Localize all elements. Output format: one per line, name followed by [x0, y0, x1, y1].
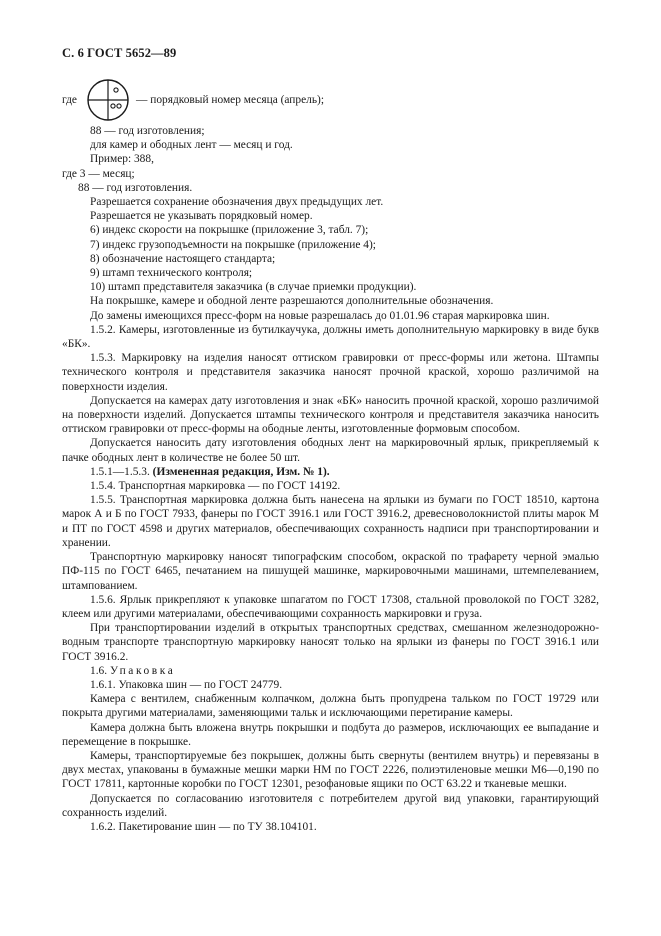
paragraph	[62, 593, 599, 621]
paragraph-text: 1.5.4. Транспортная маркировка — по ГОСТ 14192.	[90, 480, 341, 493]
paragraph	[62, 309, 599, 323]
paragraph-text: Допускается по согласованию изготовителя с потребителем другой вид упаковки, гарантирующий сохранность изделий.	[62, 792, 599, 819]
paragraph	[62, 394, 599, 437]
paragraph-text: 1.6.	[90, 664, 110, 677]
paragraph-text: 7) индекс грузоподъемности на покрышке (приложение 4);	[90, 238, 376, 251]
paragraph-text: Камера с вентилем, снабженным колпачком, должна быть пропудрена тальком по ГОСТ 19729 или покрыта другими материалами, заменяющими тальк и исключающими перетирание камеры.	[62, 693, 599, 720]
paragraph-text: 88 — год изготовления;	[90, 125, 205, 137]
month-symbol-row	[62, 78, 622, 122]
paragraph-text: При транспортировании изделий в открытых транспортных средствах, смешанном железнодорожно-водным транспорте транспортную маркировку наносят только на ярлыки из фанеры по ГОСТ 3916.1 или ГОСТ 3916.2.	[62, 622, 599, 663]
paragraph	[62, 550, 599, 593]
paragraph	[62, 479, 599, 493]
paragraph-text: 1.6.1. Упаковка шин — по ГОСТ 24779.	[90, 678, 283, 691]
paragraph-text: На покрышке, камере и ободной ленте разрешаются дополнительные обозначения.	[90, 295, 494, 308]
paragraph-text: где 3 — месяц;	[62, 167, 135, 180]
paragraph	[62, 493, 599, 550]
paragraph	[62, 664, 599, 678]
paragraph-text: 10) штамп представителя заказчика (в случае приемки продукции).	[90, 281, 417, 294]
paragraph-text: 1.5.1—1.5.3.	[90, 465, 150, 478]
paragraph-text: Камера должна быть вложена внутрь покрышки и подбута до размеров, исключающих ее выпадание и перемещение в покрышке.	[62, 721, 599, 748]
paragraph	[62, 167, 599, 181]
paragraph-text: 9) штамп технического контроля;	[90, 267, 253, 280]
paragraph-text: 1.6.2. Пакетирование шин — по ТУ 38.104101.	[90, 820, 317, 833]
paragraph	[62, 820, 599, 834]
paragraph	[62, 678, 599, 692]
paragraph	[62, 323, 599, 351]
paragraph-text: Камеры, транспортируемые без покрышек, должны быть свернуты (вентилем внутрь) и перевязаны в двух местах, упакованы в бумажные мешки марки НМ по ГОСТ 2226, полиэтиленовые мешки М6—0,190 по ГОСТ 17811, картонные коробки по ГОСТ 12301, резофановые ящики по ОСТ 63.22 и тканевые мешки.	[62, 749, 599, 791]
paragraph	[62, 436, 599, 464]
paragraph	[62, 721, 599, 749]
paragraph	[62, 294, 599, 308]
paragraph-text: Разрешается сохранение обозначения двух предыдущих лет.	[90, 196, 384, 209]
gde-label: где	[62, 94, 77, 106]
paragraph	[62, 749, 599, 792]
paragraph-text: 1.5.3. Маркировку на изделия наносят оттиском гравировки от пресс-формы или жетона. Штампы технического контроля и представителя заказчика наносят прочной краской, хорошо различимой на поверхности изделия.	[62, 352, 599, 393]
paragraph	[62, 152, 599, 166]
paragraph-text: 8) обозначение настоящего стандарта;	[90, 252, 276, 265]
paragraph-text: Допускается наносить дату изготовления ободных лент на маркировочный ярлык, прикрепляемый к пачке ободных лент в количестве не более 50 шт.	[62, 437, 599, 464]
paragraph-text: Пример: 388,	[90, 153, 154, 166]
paragraph-text: 1.5.6. Ярлык прикрепляют к упаковке шпагатом по ГОСТ 17308, стальной проволокой по ГОСТ 3282, клеем или другими материалами, обеспечивающими сохранность маркировки и груза.	[62, 593, 599, 620]
paragraph-text: 1.5.5. Транспортная маркировка должна быть нанесена на ярлыки из бумаги по ГОСТ 18510, картона марок А и Б по ГОСТ 7933, фанеры по ГОСТ 3916.1 или ГОСТ 3916.2, древесноволокнистой плиты марок М и ПТ по ГОСТ 4598 и других материалов, обеспечивающих сохранность надписи при транспортировании и хранении.	[62, 494, 599, 549]
paragraph	[62, 252, 599, 266]
document-body	[62, 124, 599, 834]
paragraph	[62, 124, 599, 138]
paragraph-text: Разрешается не указывать порядковый номер.	[90, 210, 313, 223]
paragraph-text: До замены имеющихся пресс-форм на новые разрешалась до 01.01.96 старая маркировка шин.	[90, 309, 550, 322]
section-heading: Упаковка	[109, 664, 176, 677]
amendment-note: (Измененная редакция, Изм. № 1).	[152, 465, 330, 478]
paragraph	[62, 465, 599, 479]
paragraph	[62, 792, 599, 820]
paragraph	[62, 181, 599, 195]
paragraph	[62, 209, 599, 223]
paragraph	[62, 138, 599, 152]
paragraph	[62, 621, 599, 664]
paragraph	[62, 280, 599, 294]
paragraph	[62, 692, 599, 720]
paragraph-text: 88 — год изготовления.	[78, 181, 193, 194]
month-dial-icon	[86, 78, 130, 122]
page-header: С. 6 ГОСТ 5652—89	[62, 46, 177, 60]
paragraph	[62, 351, 599, 394]
paragraph-text: 6) индекс скорости на покрышке (приложение 3, табл. 7);	[90, 224, 369, 237]
paragraph-text: 1.5.2. Камеры, изготовленные из бутилкаучука, должны иметь дополнительную маркировку в виде букв «БК».	[62, 323, 599, 351]
month-symbol-description: — порядковый номер месяца (апрель);	[136, 94, 324, 106]
paragraph-text: для камер и ободных лент — месяц и год.	[90, 139, 293, 152]
paragraph	[62, 223, 599, 237]
paragraph	[62, 195, 599, 209]
paragraph-text: Транспортную маркировку наносят типографским способом, окраской по трафарету черной эмалью ПФ-115 по ГОСТ 6465, печатанием на пишущей машинке, маркировочными машинами, штемпелеванием, штампованием.	[62, 551, 599, 592]
paragraph	[62, 238, 599, 252]
paragraph	[62, 266, 599, 280]
paragraph-text: Допускается на камерах дату изготовления и знак «БК» наносить прочной краской, хорошо различимой на поверхности изделий. Допускается штампы технического контроля и представителя заказчика наносить оттиском гравировки от пресс-формы на ободные ленты, изготовленные формовым способом.	[62, 394, 599, 436]
